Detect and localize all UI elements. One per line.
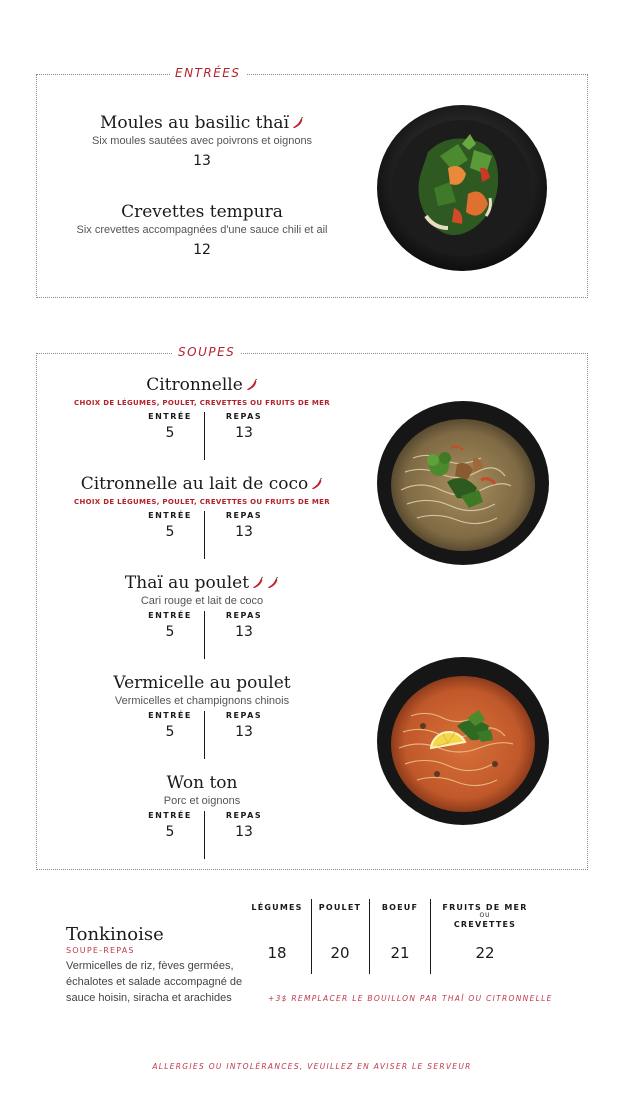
item-name [113, 673, 290, 693]
chili-pepper-icon [311, 478, 323, 490]
item-name-text: Crevettes tempura [121, 202, 283, 222]
col-label-entree: ENTRÉE [148, 711, 192, 720]
price-entree: 5 [165, 425, 175, 441]
menu-item [40, 773, 364, 807]
col-label-legumes: LÉGUMES [251, 903, 303, 912]
tonkinoise-description: Vermicelles de riz, fèves germées, échalotes et salade accompagné de sauce hoisin, siracha et arachides [66, 960, 243, 1004]
price-entree: 5 [165, 724, 175, 740]
price-col-entree [140, 711, 200, 740]
item-name-text: Thaï au poulet [124, 573, 250, 593]
broth-note: +3$ REMPLACER LE BOUILLON PAR THAÏ OU CITRONNELLE [268, 994, 553, 1003]
price-col-entree [140, 611, 200, 640]
menu-item [40, 113, 364, 169]
price-col-repas [214, 711, 274, 740]
price-col-repas [214, 511, 274, 540]
divider [204, 611, 205, 659]
price-grid [136, 711, 276, 759]
moules-dish-image [376, 104, 548, 272]
vermicelle-soup-image [377, 656, 549, 826]
divider [369, 899, 370, 974]
price-repas: 13 [235, 724, 253, 740]
col-label-entree: ENTRÉE [148, 412, 192, 421]
col-label-repas: REPAS [225, 511, 263, 520]
price-repas: 13 [235, 524, 253, 540]
item-price: 12 [193, 242, 211, 258]
price-col-entree [140, 811, 200, 840]
ou-label: OU [479, 912, 491, 919]
price-col-entree [140, 511, 200, 540]
col-label-poulet: POULET [318, 903, 362, 912]
col-label-repas: REPAS [225, 811, 263, 820]
item-description: Six moules sautées avec poivrons et oignons [91, 135, 313, 147]
item-name-text: Vermicelle au poulet [113, 673, 291, 693]
col-label-entree: ENTRÉE [148, 511, 192, 520]
entrees-title: ENTRÉES [170, 66, 246, 80]
price-fruits-de-mer: 22 [475, 944, 495, 962]
item-name-text: Citronnelle au lait de coco [80, 474, 309, 494]
item-description: Vermicelles et champignons chinois [114, 695, 290, 707]
price-col-repas [214, 412, 274, 441]
divider [204, 511, 205, 559]
fruits-de-mer-label: FRUITS DE MER [442, 903, 528, 912]
price-grid [136, 811, 276, 859]
divider [430, 899, 431, 974]
soupes-title: SOUPES [173, 345, 240, 359]
price-grid [136, 412, 276, 460]
price-poulet: 20 [330, 944, 350, 962]
price-grid [136, 511, 276, 559]
menu-item [40, 375, 364, 407]
price-grid [136, 611, 276, 659]
divider [311, 899, 312, 974]
tonkinoise-subtitle: SOUPE-REPAS [66, 946, 135, 955]
price-col-repas [214, 611, 274, 640]
price-repas: 13 [235, 624, 253, 640]
chili-pepper-icon [246, 379, 258, 391]
item-name [125, 573, 279, 593]
item-name [100, 113, 304, 133]
price-legumes: 18 [267, 944, 287, 962]
col-label-entree: ENTRÉE [148, 811, 192, 820]
col-label-repas: REPAS [225, 412, 263, 421]
col-label-entree: ENTRÉE [148, 611, 192, 620]
price-repas: 13 [235, 425, 253, 441]
divider [204, 412, 205, 460]
chili-pepper-icon [252, 577, 264, 589]
menu-item [40, 573, 364, 607]
price-boeuf: 21 [390, 944, 410, 962]
price-entree: 5 [165, 524, 175, 540]
menu-item [40, 202, 364, 258]
item-name [121, 202, 283, 222]
price-repas: 13 [235, 824, 253, 840]
item-name [81, 474, 324, 494]
col-label-repas: REPAS [225, 711, 263, 720]
price-col-repas [214, 811, 274, 840]
item-name [167, 773, 238, 793]
item-name-text: Citronnelle [146, 375, 243, 395]
item-name-text: Moules au basilic thaï [99, 113, 290, 133]
item-description: Porc et oignons [163, 795, 241, 807]
col-label-repas: REPAS [225, 611, 263, 620]
item-name-text: Won ton [166, 773, 238, 793]
tonkinoise-name: Tonkinoise [66, 924, 164, 945]
col-label-boeuf: BOEUF [381, 903, 419, 912]
price-col-entree [140, 412, 200, 441]
citronnelle-soup-image [377, 400, 549, 566]
price-entree: 5 [165, 624, 175, 640]
crevettes-label: CREVETTES [453, 920, 517, 929]
item-choice: CHOIX DE LÉGUMES, POULET, CREVETTES OU FRUITS DE MER [74, 399, 330, 407]
item-choice: CHOIX DE LÉGUMES, POULET, CREVETTES OU FRUITS DE MER [74, 498, 330, 506]
price-entree: 5 [165, 824, 175, 840]
chili-pepper-icon [267, 577, 279, 589]
divider [204, 811, 205, 859]
menu-item [40, 673, 364, 707]
menu-item [40, 474, 364, 506]
item-name [146, 375, 258, 395]
col-label-fruits-de-mer [436, 903, 534, 929]
item-description: Cari rouge et lait de coco [140, 595, 264, 607]
item-price: 13 [193, 153, 211, 169]
allergy-footer: ALLERGIES OU INTOLÉRANCES, VEUILLEZ EN AVISER LE SERVEUR [152, 1062, 472, 1071]
chili-pepper-icon [292, 117, 304, 129]
item-description: Six crevettes accompagnées d'une sauce chili et ail [76, 224, 328, 236]
divider [204, 711, 205, 759]
